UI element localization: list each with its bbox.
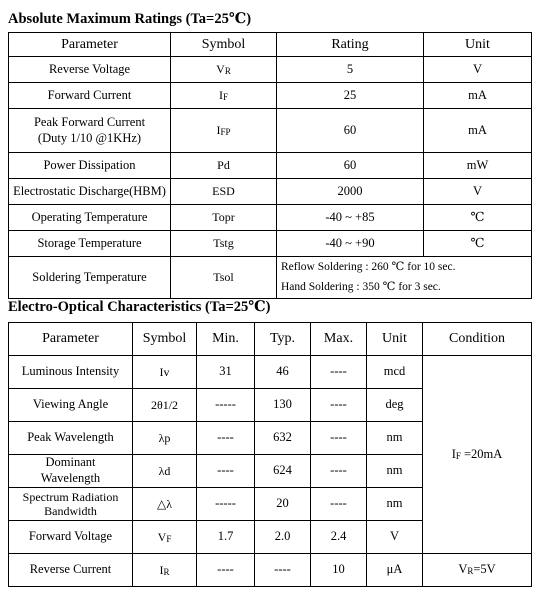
soldering-rating-cell: Reflow Soldering : 260 ℃ for 10 sec. Hand Soldering : 350 ℃ for 3 sec. — [277, 257, 532, 299]
min-cell: ---- — [197, 455, 255, 488]
max-cell: ---- — [311, 356, 367, 389]
rating-cell: 60 — [277, 153, 424, 179]
symbol-cell: Tstg — [171, 231, 277, 257]
min-cell: 31 — [197, 356, 255, 389]
condition-cell: VR=5V — [423, 554, 532, 587]
unit-cell: ℃ — [424, 205, 532, 231]
unit-cell: μA — [367, 554, 423, 587]
param-cell: Power Dissipation — [9, 153, 171, 179]
header-typ: Typ. — [255, 323, 311, 356]
max-cell: ---- — [311, 455, 367, 488]
header-symbol: Symbol — [171, 33, 277, 57]
table-row — [9, 205, 532, 231]
table-header-row — [9, 323, 532, 356]
min-cell: ----- — [197, 389, 255, 422]
param-cell: Viewing Angle — [9, 389, 133, 422]
unit-cell: mcd — [367, 356, 423, 389]
symbol-cell: IR — [133, 554, 197, 587]
table-row — [9, 356, 532, 389]
header-min: Min. — [197, 323, 255, 356]
absolute-max-ratings-table — [8, 32, 532, 299]
symbol-cell: Topr — [171, 205, 277, 231]
unit-cell: mA — [424, 83, 532, 109]
header-rating: Rating — [277, 33, 424, 57]
symbol-cell: IF — [171, 83, 277, 109]
rating-cell: -40 ~ +85 — [277, 205, 424, 231]
unit-cell: nm — [367, 488, 423, 521]
min-cell: 1.7 — [197, 521, 255, 554]
rating-cell: 2000 — [277, 179, 424, 205]
table-row — [9, 109, 532, 153]
max-cell: 10 — [311, 554, 367, 587]
symbol-cell: VF — [133, 521, 197, 554]
unit-cell: V — [367, 521, 423, 554]
param-cell: Soldering Temperature — [9, 257, 171, 299]
symbol-cell: ESD — [171, 179, 277, 205]
param-cell: Forward Current — [9, 83, 171, 109]
symbol-cell: λd — [133, 455, 197, 488]
rating-cell: -40 ~ +90 — [277, 231, 424, 257]
condition-cell: IF =20mA — [423, 356, 532, 554]
symbol-cell: Pd — [171, 153, 277, 179]
header-unit: Unit — [424, 33, 532, 57]
typ-cell: 2.0 — [255, 521, 311, 554]
param-cell: Dominant Wavelength — [9, 455, 133, 488]
electro-optical-title: Electro-Optical Characteristics (Ta=25℃) — [8, 299, 271, 315]
param-cell: Forward Voltage — [9, 521, 133, 554]
param-cell: Reverse Current — [9, 554, 133, 587]
symbol-cell: Iv — [133, 356, 197, 389]
table-row — [9, 83, 532, 109]
unit-cell: nm — [367, 455, 423, 488]
rating-cell: 25 — [277, 83, 424, 109]
table-row — [9, 554, 532, 587]
table-row — [9, 257, 532, 299]
symbol-cell: Tsol — [171, 257, 277, 299]
typ-cell: 20 — [255, 488, 311, 521]
unit-cell: ℃ — [424, 231, 532, 257]
typ-cell: 46 — [255, 356, 311, 389]
electro-optical-table — [8, 322, 532, 587]
rating-cell: 5 — [277, 57, 424, 83]
param-cell: Reverse Voltage — [9, 57, 171, 83]
param-cell: Electrostatic Discharge(HBM) — [9, 179, 171, 205]
symbol-cell: λp — [133, 422, 197, 455]
header-symbol: Symbol — [133, 323, 197, 356]
unit-cell: mW — [424, 153, 532, 179]
param-cell: Luminous Intensity — [9, 356, 133, 389]
min-cell: ---- — [197, 422, 255, 455]
table-row — [9, 153, 532, 179]
unit-cell: V — [424, 179, 532, 205]
symbol-cell: △λ — [133, 488, 197, 521]
symbol-cell: VR — [171, 57, 277, 83]
typ-cell: 130 — [255, 389, 311, 422]
typ-cell: 624 — [255, 455, 311, 488]
absolute-max-ratings-title: Absolute Maximum Ratings (Ta=25℃) — [8, 11, 252, 27]
max-cell: ---- — [311, 488, 367, 521]
symbol-cell: 2θ1/2 — [133, 389, 197, 422]
unit-cell: nm — [367, 422, 423, 455]
typ-cell: ---- — [255, 554, 311, 587]
header-condition: Condition — [423, 323, 532, 356]
table-row — [9, 57, 532, 83]
param-cell: Peak Forward Current (Duty 1/10 @1KHz) — [9, 109, 171, 153]
unit-cell: deg — [367, 389, 423, 422]
max-cell: ---- — [311, 389, 367, 422]
header-parameter: Parameter — [9, 323, 133, 356]
param-cell: Peak Wavelength — [9, 422, 133, 455]
header-parameter: Parameter — [9, 33, 171, 57]
max-cell: 2.4 — [311, 521, 367, 554]
param-cell: Spectrum Radiation Bandwidth — [9, 488, 133, 521]
min-cell: ----- — [197, 488, 255, 521]
unit-cell: V — [424, 57, 532, 83]
param-cell: Operating Temperature — [9, 205, 171, 231]
symbol-cell: IFP — [171, 109, 277, 153]
header-unit: Unit — [367, 323, 423, 356]
table-row — [9, 179, 532, 205]
max-cell: ---- — [311, 422, 367, 455]
unit-cell: mA — [424, 109, 532, 153]
rating-cell: 60 — [277, 109, 424, 153]
header-max: Max. — [311, 323, 367, 356]
table-header-row — [9, 33, 532, 57]
param-cell: Storage Temperature — [9, 231, 171, 257]
typ-cell: 632 — [255, 422, 311, 455]
min-cell: ---- — [197, 554, 255, 587]
table-row — [9, 231, 532, 257]
